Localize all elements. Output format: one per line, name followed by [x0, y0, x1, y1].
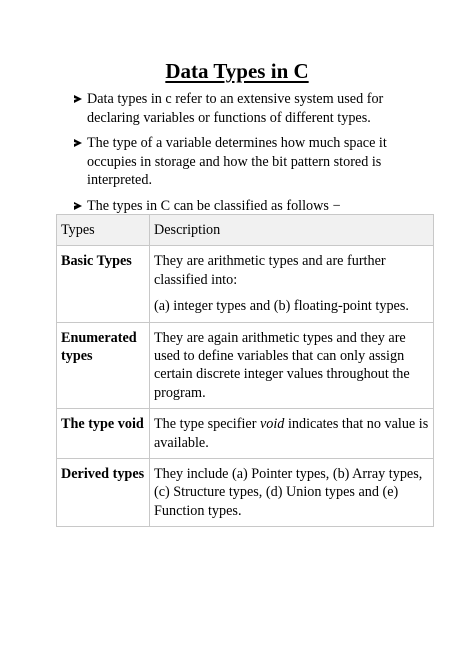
description-text: They are arithmetic types and are further classified into: [154, 253, 386, 288]
arrowhead-bullet-icon [74, 95, 82, 103]
bullet-list [74, 90, 434, 215]
type-name-cell: Derived types [57, 459, 150, 527]
table-row [57, 459, 434, 527]
column-header-types: Types [57, 215, 150, 246]
description-text-end: indicates that no value is available. [154, 416, 429, 451]
data-types-table [56, 214, 434, 527]
arrowhead-bullet-icon [74, 139, 82, 147]
table-row [57, 322, 434, 409]
page-title: Data Types in C [165, 59, 309, 83]
void-keyword: void [259, 416, 285, 433]
type-name-cell: Enumerated types [57, 322, 150, 409]
column-header-description: Description [150, 215, 434, 246]
bullet-item [74, 197, 434, 216]
type-name-cell: Basic Types [57, 246, 150, 322]
bullet-text: The types in C can be classified as follows − [87, 197, 341, 214]
type-name-cell: The type void [57, 409, 150, 459]
description-cell [150, 409, 434, 459]
table-row [57, 246, 434, 322]
description-cell: They include (a) Pointer types, (b) Array types, (c) Structure types, (d) Union types and (e) Function types. [150, 459, 434, 527]
table-row [57, 409, 434, 459]
bullet-item [74, 90, 434, 127]
bullet-item [74, 134, 434, 190]
description-text-secondary: (a) integer types and (b) floating-point types. [154, 298, 409, 315]
description-cell [150, 246, 434, 322]
table-header-row [57, 215, 434, 246]
bullet-text: Data types in c refer to an extensive system used for declaring variables or functions of different types. [87, 91, 384, 126]
description-text-start: The type specifier [154, 416, 260, 433]
description-cell: They are again arithmetic types and they are used to define variables that can only assign certain discrete integer values throughout the program. [150, 322, 434, 409]
bullet-text: The type of a variable determines how much space it occupies in storage and how the bit pattern stored is interpreted. [87, 135, 387, 188]
arrowhead-bullet-icon [74, 202, 82, 210]
